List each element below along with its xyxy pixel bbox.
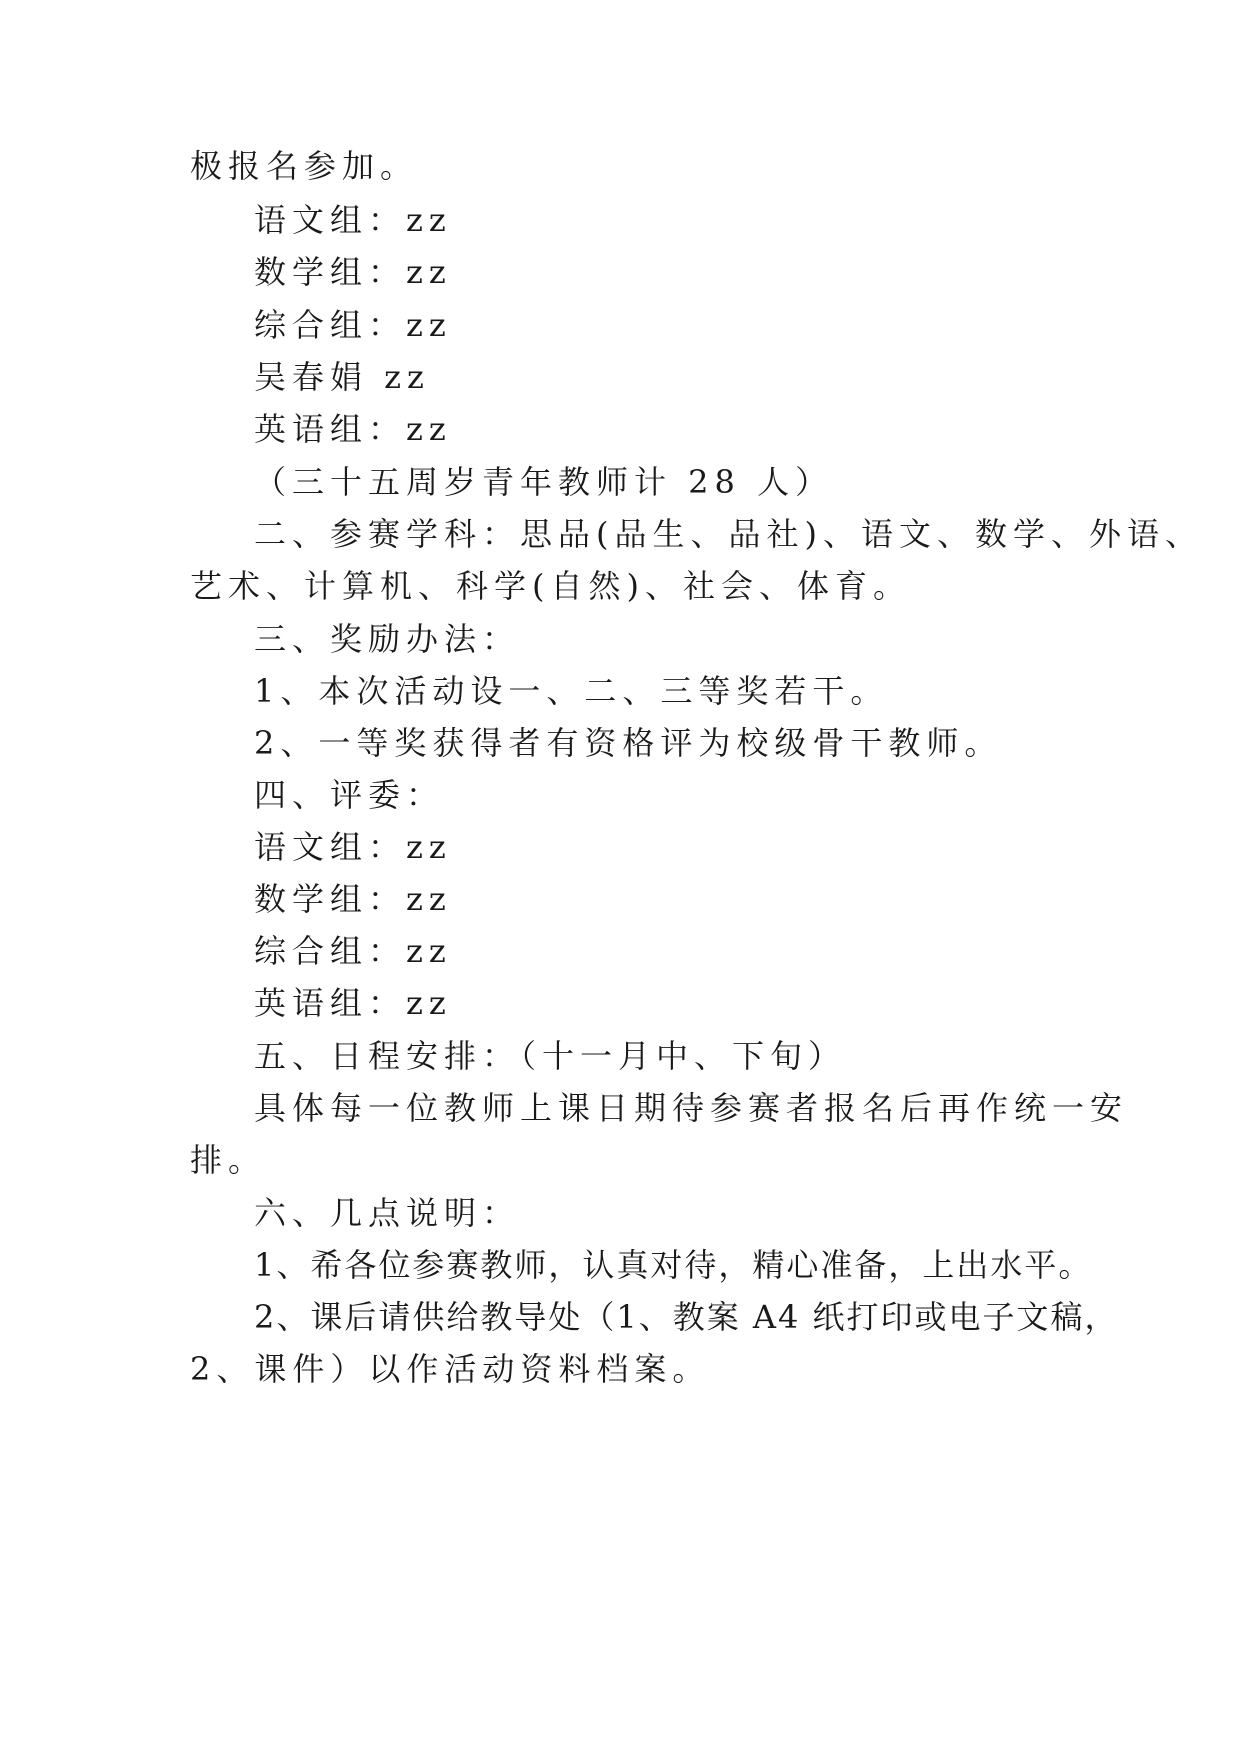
judge-chinese-group: 语文组：zz (254, 828, 452, 866)
note-item-1: 1、希各位参赛教师，认真对待，精心准备，上出水平。 (254, 1246, 1093, 1284)
judge-english-group: 英语组：zz (254, 984, 452, 1022)
organizer-chinese-group: 语文组：zz (254, 201, 452, 239)
note-item-2: 2、课后请供给教导处（1、教案 A4 纸打印或电子文稿， (254, 1298, 1119, 1336)
section-heading-judges: 四、评委： (254, 776, 445, 814)
teacher-count-note: （三十五周岁青年教师计 28 人） (254, 463, 834, 501)
paragraph-line: 极报名参加。 (190, 147, 419, 185)
section-heading-notes: 六、几点说明： (254, 1194, 521, 1232)
subjects-continuation: 艺术、计算机、科学(自然)、社会、体育。 (190, 567, 911, 605)
award-item-1: 1、本次活动设一、二、三等奖若干。 (254, 672, 889, 710)
organizer-math-group: 数学组：zz (254, 253, 452, 291)
award-item-2: 2、一等奖获得者有资格评为校级骨干教师。 (254, 724, 1003, 762)
judge-math-group: 数学组：zz (254, 880, 452, 918)
section-heading-awards: 三、奖励办法： (254, 620, 521, 658)
schedule-text: 具体每一位教师上课日期待参赛者报名后再作统一安 (254, 1089, 1129, 1127)
section-heading-schedule: 五、日程安排：（十一月中、下旬） (254, 1037, 847, 1075)
organizer-comprehensive-group: 综合组：zz (254, 306, 452, 344)
note-item-2-continuation: 2、课件）以作活动资料档案。 (190, 1350, 711, 1388)
section-heading-subjects: 二、参赛学科：思品(品生、品社)、语文、数学、外语、 (254, 515, 1203, 553)
judge-comprehensive-group: 综合组：zz (254, 932, 452, 970)
organizer-extra-member: 吴春娟 zz (254, 358, 430, 396)
schedule-text-continuation: 排。 (190, 1141, 267, 1179)
organizer-english-group: 英语组：zz (254, 410, 452, 448)
